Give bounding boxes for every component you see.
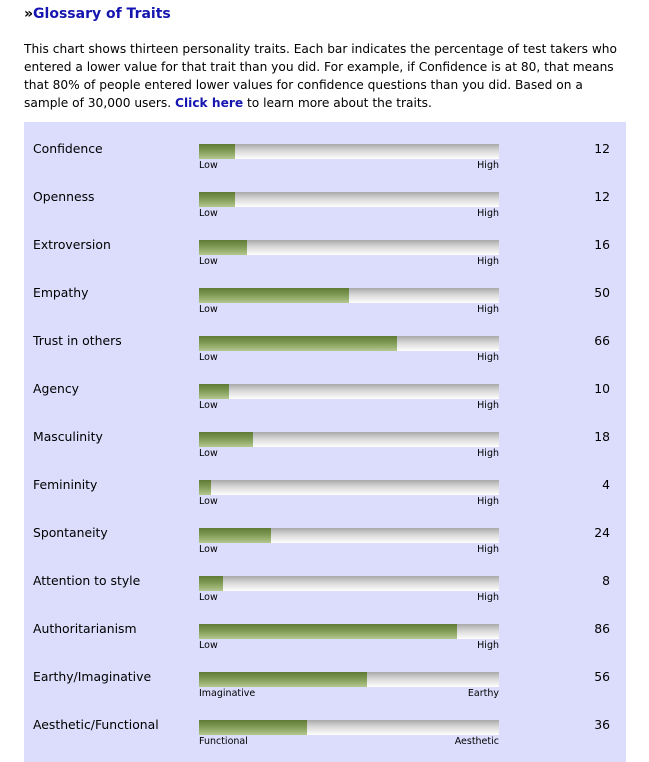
- trait-name: Empathy: [33, 285, 89, 300]
- trait-bar: [199, 192, 235, 207]
- heading-prefix: »: [24, 6, 34, 22]
- trait-row: [24, 608, 626, 656]
- bar-low-label: Low: [199, 352, 218, 363]
- trait-row: [24, 128, 626, 176]
- trait-bar-track: [199, 384, 499, 399]
- trait-name: Earthy/Imaginative: [33, 669, 152, 684]
- trait-value: 12: [594, 189, 610, 204]
- trait-bar: [199, 576, 223, 591]
- trait-row: [24, 464, 626, 512]
- trait-row: [24, 176, 626, 224]
- trait-bar-track: [199, 720, 499, 735]
- bar-high-label: Aesthetic: [454, 736, 499, 747]
- trait-value: 56: [594, 669, 610, 684]
- trait-row: [24, 704, 626, 752]
- trait-name: Aesthetic/Functional: [33, 717, 159, 732]
- trait-bar-track: [199, 528, 499, 543]
- bar-high-label: High: [477, 352, 499, 363]
- bar-low-label: Low: [199, 256, 218, 267]
- bar-high-label: High: [477, 496, 499, 507]
- bar-low-label: Low: [199, 160, 218, 171]
- bar-low-label: Low: [199, 448, 218, 459]
- bar-low-label: Low: [199, 496, 218, 507]
- trait-value: 16: [594, 237, 610, 252]
- bar-high-label: High: [477, 256, 499, 267]
- trait-name: Agency: [33, 381, 79, 396]
- bar-low-label: Low: [199, 304, 218, 315]
- bar-high-label: High: [477, 400, 499, 411]
- trait-name: Confidence: [33, 141, 103, 156]
- trait-name: Trust in others: [33, 333, 122, 348]
- trait-bar-track: [199, 624, 499, 639]
- trait-name: Spontaneity: [33, 525, 108, 540]
- trait-name: Masculinity: [33, 429, 103, 444]
- bar-low-label: Low: [199, 640, 218, 651]
- trait-bar: [199, 720, 307, 735]
- trait-bar: [199, 384, 229, 399]
- trait-bar: [199, 336, 397, 351]
- glossary-heading[interactable]: [24, 6, 171, 22]
- bar-low-label: Low: [199, 592, 218, 603]
- bar-low-label: Imaginative: [199, 688, 256, 699]
- trait-bar-track: [199, 432, 499, 447]
- bar-low-label: Low: [199, 400, 218, 411]
- trait-bar-track: [199, 336, 499, 351]
- trait-bar: [199, 528, 271, 543]
- trait-value: 36: [594, 717, 610, 732]
- intro-paragraph: [24, 40, 629, 112]
- bar-high-label: High: [477, 208, 499, 219]
- trait-row: [24, 320, 626, 368]
- intro-suffix: to learn more about the traits.: [243, 96, 432, 110]
- trait-bar-track: [199, 480, 499, 495]
- bar-high-label: High: [477, 544, 499, 555]
- trait-bar: [199, 624, 457, 639]
- bar-low-label: Low: [199, 544, 218, 555]
- trait-bar-track: [199, 144, 499, 159]
- trait-row: [24, 224, 626, 272]
- trait-row: [24, 560, 626, 608]
- trait-value: 10: [594, 381, 610, 396]
- traits-chart-panel: [24, 122, 626, 762]
- bar-high-label: High: [477, 592, 499, 603]
- trait-row: [24, 656, 626, 704]
- trait-name: Openness: [33, 189, 95, 204]
- glossary-link[interactable]: Glossary of Traits: [33, 6, 171, 22]
- trait-bar-track: [199, 576, 499, 591]
- trait-row: [24, 368, 626, 416]
- trait-bar-track: [199, 240, 499, 255]
- bar-low-label: Functional: [199, 736, 248, 747]
- bar-low-label: Low: [199, 208, 218, 219]
- trait-name: Attention to style: [33, 573, 141, 588]
- bar-high-label: High: [477, 448, 499, 459]
- trait-value: 4: [602, 477, 610, 492]
- trait-bar-track: [199, 192, 499, 207]
- trait-bar: [199, 144, 235, 159]
- trait-bar-track: [199, 672, 499, 687]
- trait-row: [24, 416, 626, 464]
- bar-high-label: High: [477, 160, 499, 171]
- trait-value: 18: [594, 429, 610, 444]
- bar-high-label: High: [477, 304, 499, 315]
- trait-value: 12: [594, 141, 610, 156]
- click-here-link[interactable]: Click here: [175, 96, 244, 110]
- trait-name: Femininity: [33, 477, 98, 492]
- trait-value: 8: [602, 573, 610, 588]
- trait-bar: [199, 672, 367, 687]
- trait-name: Authoritarianism: [33, 621, 137, 636]
- trait-value: 50: [594, 285, 610, 300]
- trait-value: 66: [594, 333, 610, 348]
- trait-bar-track: [199, 288, 499, 303]
- trait-row: [24, 512, 626, 560]
- trait-value: 86: [594, 621, 610, 636]
- trait-bar: [199, 432, 253, 447]
- intro-text: This chart shows thirteen personality traits. Each bar indicates the percentage of test takers who entered a lower value for that trait than you did. For example, if Confidence is at 80, that means that 80% of people entered lower values for confidence questions than you did. Based on a sample of 30,000 users.: [24, 42, 617, 110]
- trait-bar: [199, 288, 349, 303]
- trait-row: [24, 272, 626, 320]
- bar-high-label: Earthy: [467, 688, 499, 699]
- trait-name: Extroversion: [33, 237, 111, 252]
- trait-bar: [199, 240, 247, 255]
- trait-bar: [199, 480, 211, 495]
- trait-value: 24: [594, 525, 610, 540]
- bar-high-label: High: [477, 640, 499, 651]
